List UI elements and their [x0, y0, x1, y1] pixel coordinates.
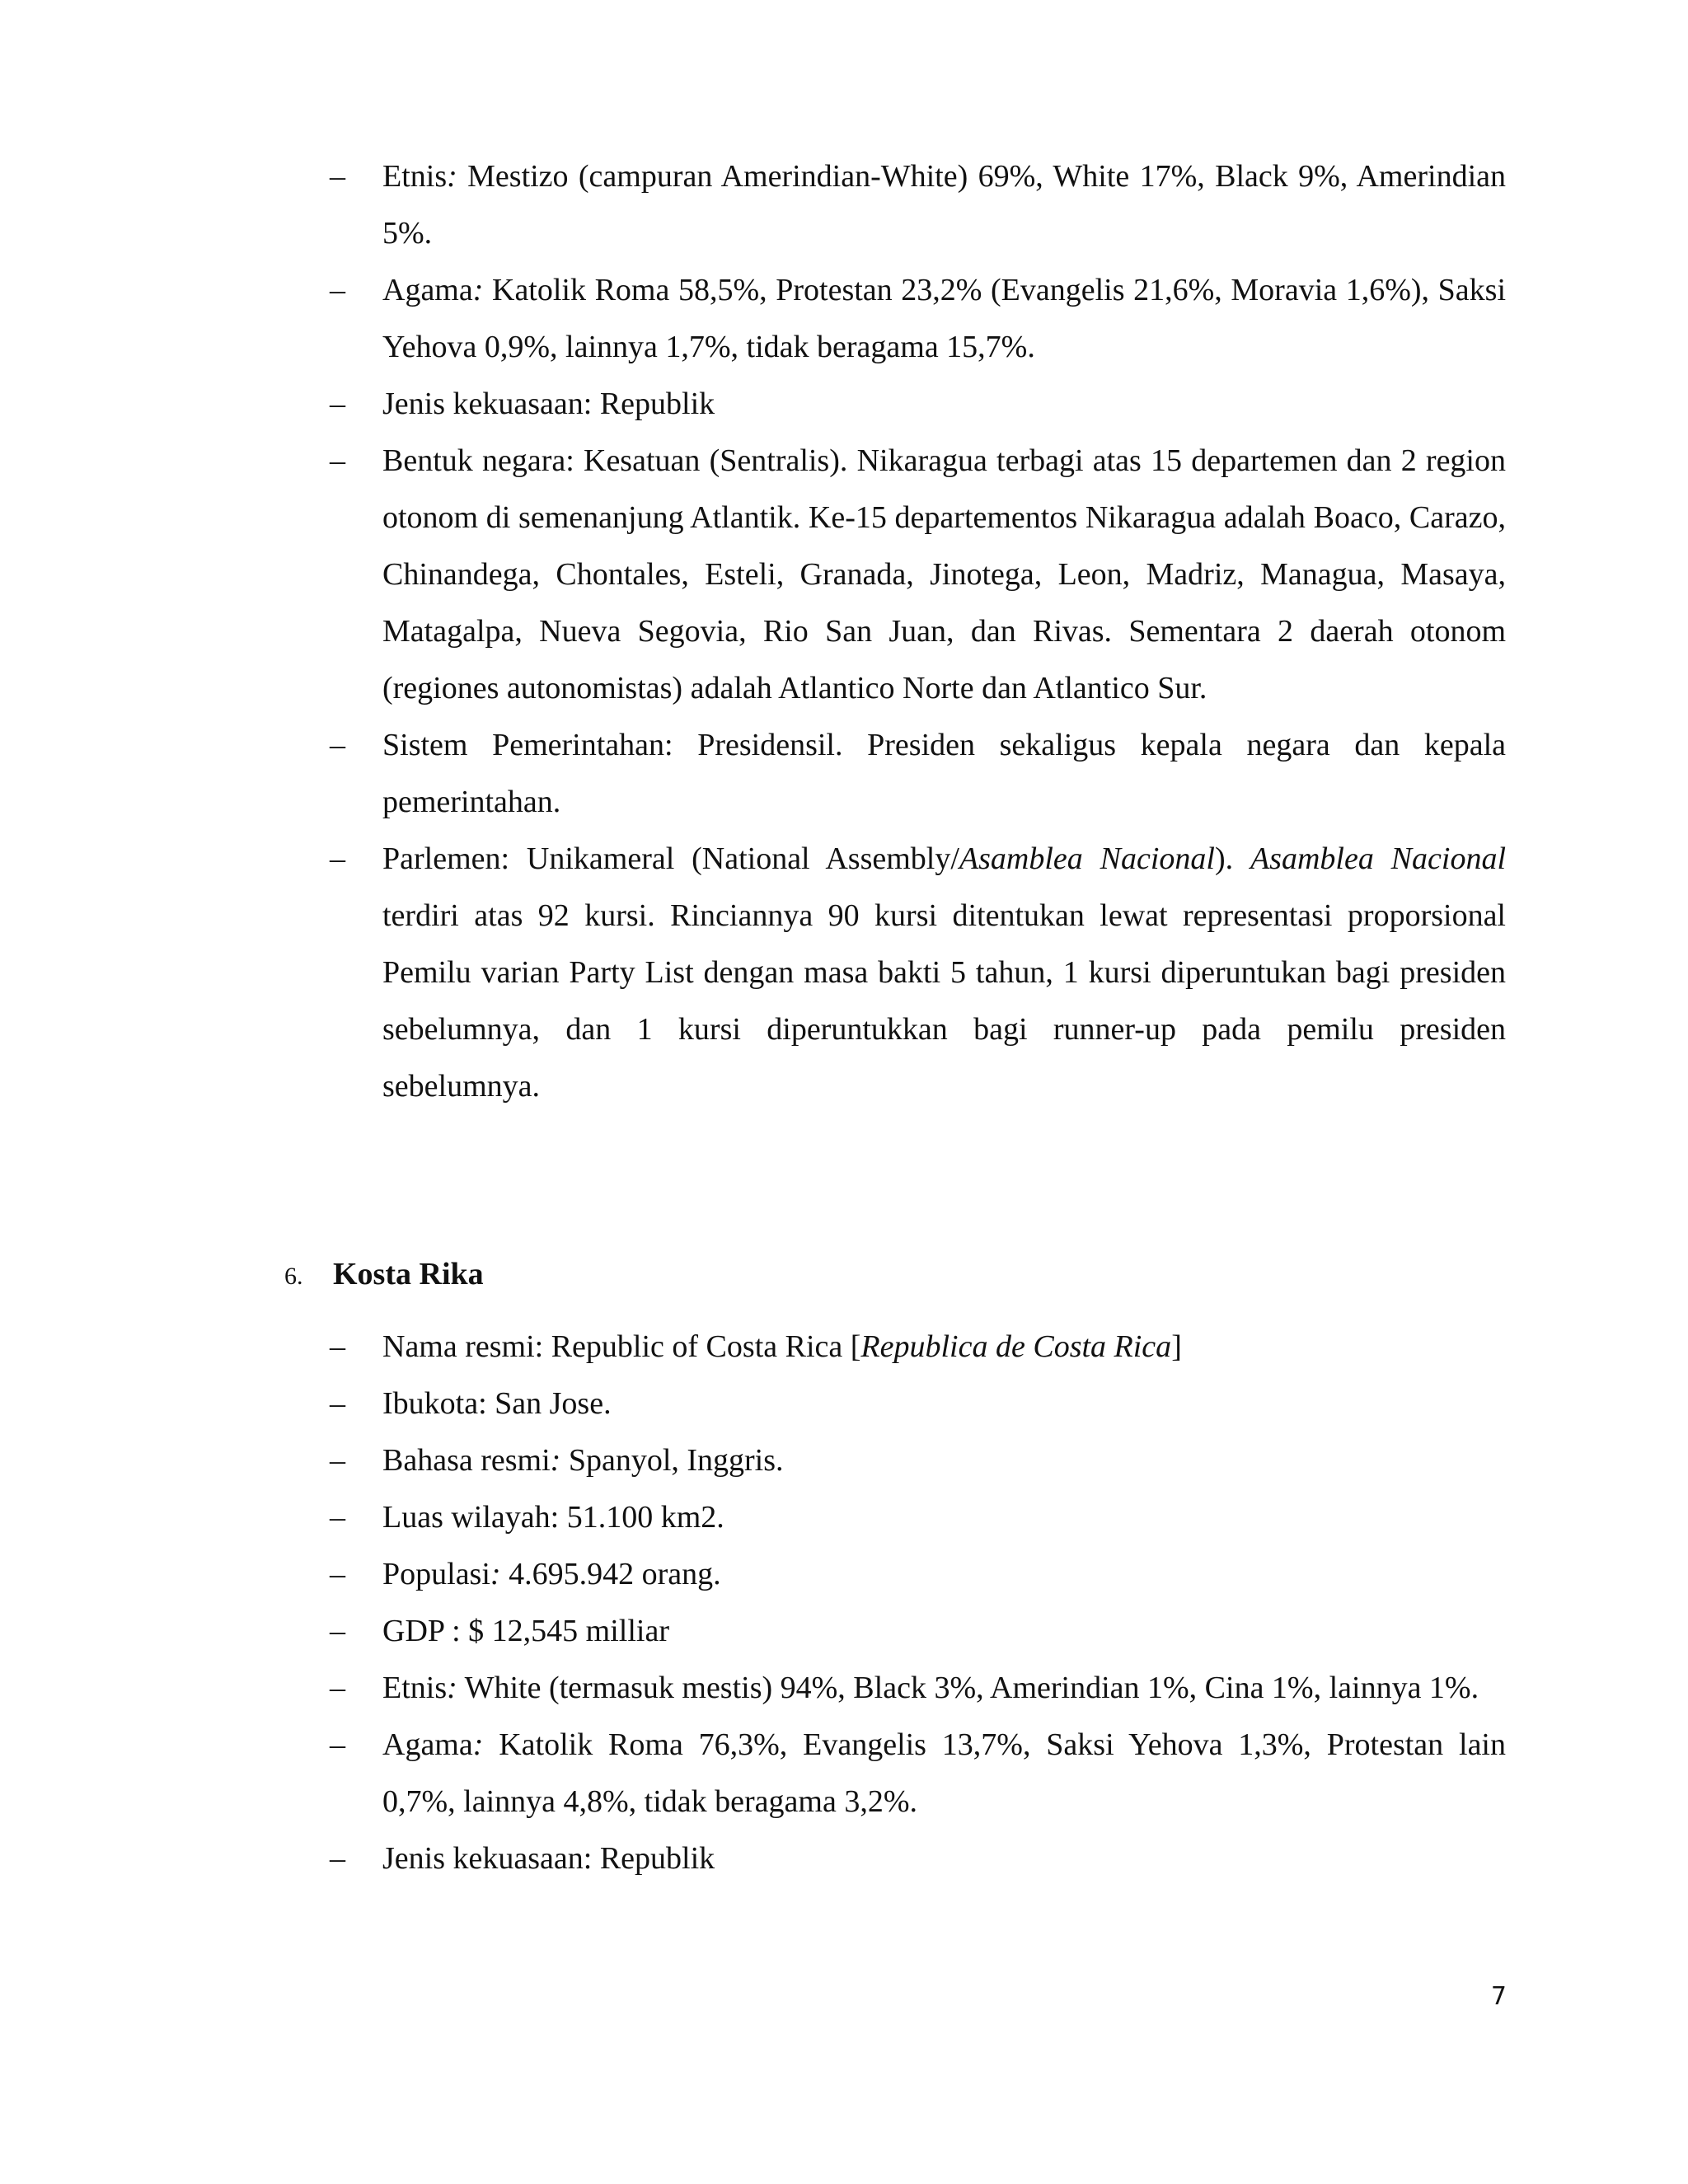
list-item: – Bentuk negara: Kesatuan (Sentralis). Nikaragua terbagi atas 15 departemen dan 2 region otonom di semenanjung Atlantik. Ke-15 departementos Nikaragua adalah Boaco, Carazo, Chinandega, Chontales, Esteli, Granada, Jinotega, Leon, Madriz, Managua, Masaya, Matagalpa, Nueva Segovia, Rio San Juan, dan Rivas. Sementara 2 daerah otonom (regiones autonomistas) adalah Atlantico Norte dan Atlantico Sur. — [330, 433, 1506, 717]
list-item: – Etnis: Mestizo (campuran Amerindian-White) 69%, White 17%, Black 9%, Amerindian 5%. — [330, 148, 1506, 262]
dash-bullet: – — [330, 728, 345, 762]
list-item-nama-resmi: – Nama resmi: Republic of Costa Rica [Republica de Costa Rica] — [330, 1319, 1506, 1376]
nicaragua-facts-list — [330, 148, 1506, 1115]
list-item: – Luas wilayah: 51.100 km2. — [330, 1489, 1506, 1546]
list-item: – Etnis: White (termasuk mestis) 94%, Black 3%, Amerindian 1%, Cina 1%, lainnya 1%. — [330, 1660, 1506, 1717]
dash-bullet: – — [330, 1841, 345, 1876]
dash-bullet: – — [330, 1386, 345, 1421]
dash-bullet: – — [330, 841, 345, 876]
dash-bullet: – — [330, 1329, 345, 1364]
list-item: – Bahasa resmi: Spanyol, Inggris. — [330, 1432, 1506, 1489]
page-number: 7 — [1490, 1982, 1507, 2011]
dash-bullet: – — [330, 1443, 345, 1478]
list-item-parlemen: – Parlemen: Unikameral (National Assembly/Asamblea Nacional). Asamblea Nacional terdiri atas 92 kursi. Rinciannya 90 kursi ditentukan lewat representasi proporsional Pemilu varian Party List dengan masa bakti 5 tahun, 1 kursi diperuntukan bagi presiden sebelumnya, dan 1 kursi diperuntukkan bagi runner-up pada pemilu presiden sebelumnya. — [330, 831, 1506, 1115]
list-item: – Populasi: 4.695.942 orang. — [330, 1546, 1506, 1603]
list-item: – Agama: Katolik Roma 76,3%, Evangelis 13,7%, Saksi Yehova 1,3%, Protestan lain 0,7%, lainnya 4,8%, tidak beragama 3,2%. — [330, 1717, 1506, 1830]
list-item: – Ibukota: San Jose. — [330, 1376, 1506, 1432]
dash-bullet: – — [330, 1671, 345, 1705]
dash-bullet: – — [330, 1614, 345, 1648]
list-item: – Agama: Katolik Roma 58,5%, Protestan 23,2% (Evangelis 21,6%, Moravia 1,6%), Saksi Yehova 0,9%, lainnya 1,7%, tidak beragama 15,7%. — [330, 262, 1506, 376]
kosta-rika-facts-list — [330, 1319, 1506, 1887]
dash-bullet: – — [330, 1500, 345, 1535]
section-heading — [284, 1246, 484, 1305]
dash-bullet: – — [330, 159, 345, 194]
section-number: 6. — [284, 1263, 303, 1290]
list-item: – Jenis kekuasaan: Republik — [330, 376, 1506, 433]
dash-bullet: – — [330, 273, 345, 307]
dash-bullet: – — [330, 1557, 345, 1591]
list-item: – Sistem Pemerintahan: Presidensil. Presiden sekaligus kepala negara dan kepala pemerintahan. — [330, 717, 1506, 831]
list-item: – GDP : $ 12,545 milliar — [330, 1603, 1506, 1660]
dash-bullet: – — [330, 387, 345, 421]
list-item: – Jenis kekuasaan: Republik — [330, 1830, 1506, 1887]
section-title: Kosta Rika — [333, 1257, 484, 1291]
dash-bullet: – — [330, 1727, 345, 1762]
dash-bullet: – — [330, 443, 345, 478]
